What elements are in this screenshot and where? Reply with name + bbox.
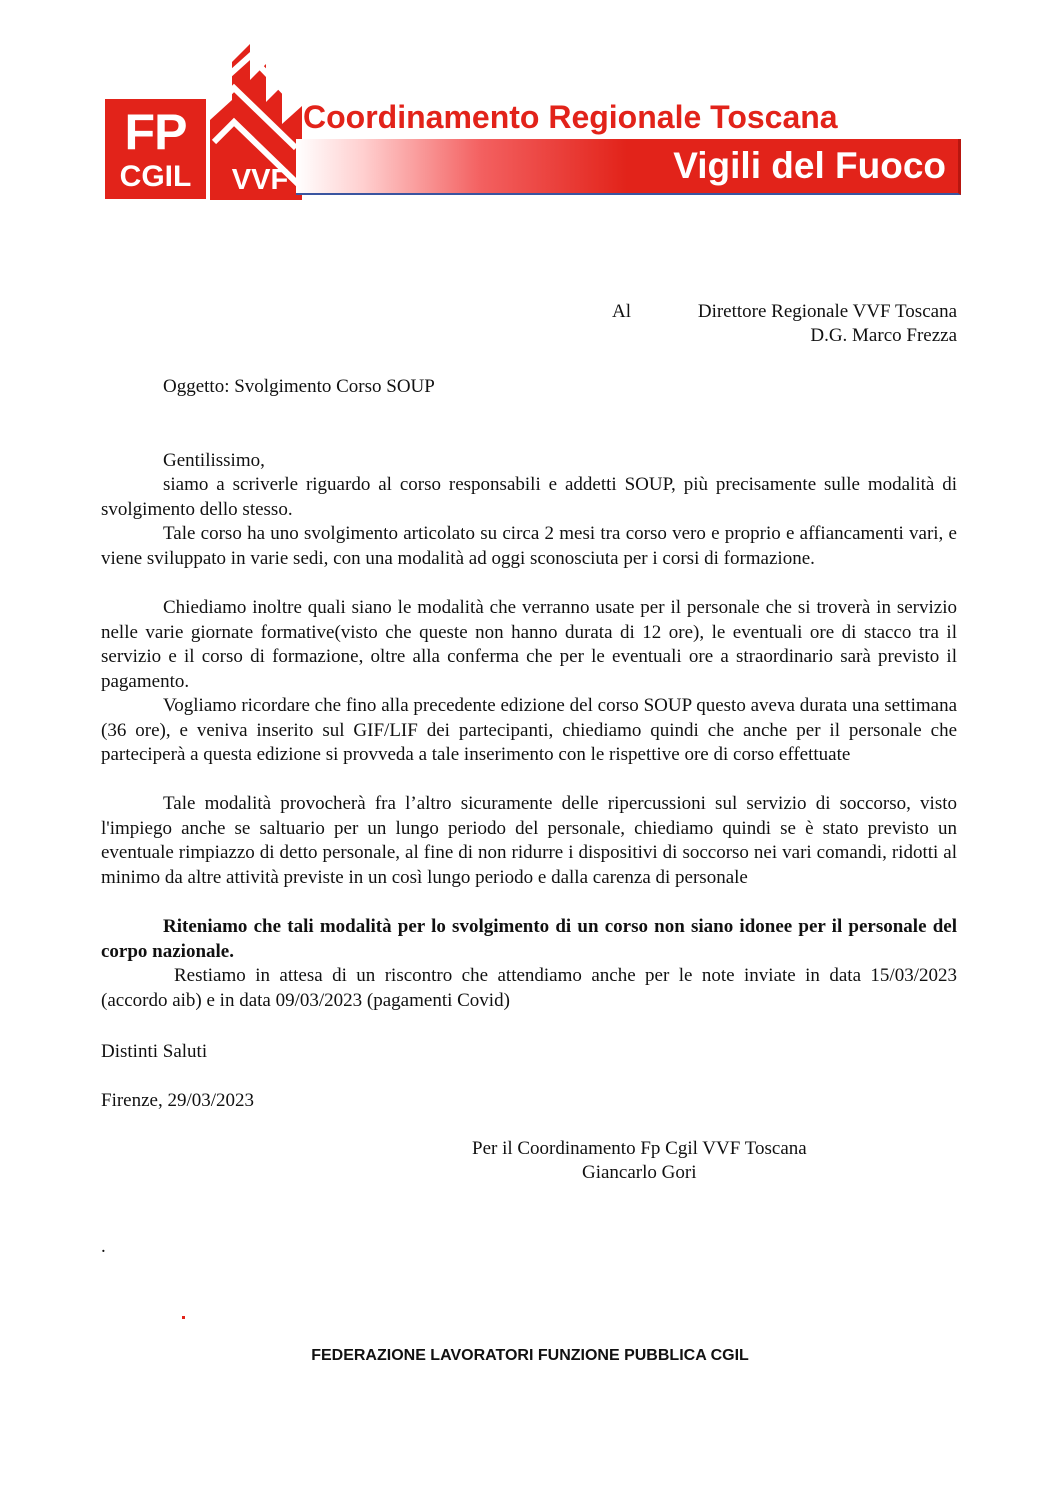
body-paragraph-5: Tale modalità provocherà fra l’altro sicuramente delle ripercussioni sul servizio di soccorso, visto l'impiego anche se saltuario per un lungo periodo del personale, chiediamo quindi se è stato previsto un eventuale rimpiazzo di detto personale, al fine di non ridurre i dispositivi di soccorso nei vari comandi, ridotti al minimo da altre attività previste in un così lungo periodo e dalla carenza di personale <box>101 793 957 888</box>
closing: Distinti Saluti <box>101 1041 208 1062</box>
body-paragraph-4: Vogliamo ricordare che fino alla precedente edizione del corso SOUP questo aveva durata una settimana (36 ore), e veniva inserito sul GIF/LIF dei partecipanti, chiediamo quindi che anche per il personale che parteciperà a questa edizione si provveda a tale inserimento con le rispettive ore di corso effettuate <box>101 695 957 765</box>
recipient-prefix: Al <box>612 301 631 322</box>
letterhead-band <box>296 139 961 195</box>
footer-text: FEDERAZIONE LAVORATORI FUNZIONE PUBBLICA CGIL <box>311 1347 749 1364</box>
body-paragraph-bold: Riteniamo che tali modalità per lo svolgimento di un corso non siano idonee per il personale del corpo nazionale. <box>101 916 957 962</box>
logo-cgil-text: CGIL <box>119 160 192 193</box>
body-paragraph-1: siamo a scriverle riguardo al corso responsabili e addetti SOUP, più precisamente sulle modalità di svolgimento dello stesso. <box>101 474 957 520</box>
body-paragraph-7: Restiamo in attesa di un riscontro che attendiamo anche per le note inviate in data 15/03/2023 (accordo aib) e in data 09/03/2023 (pagamenti Covid) <box>101 965 957 1011</box>
place-date: Firenze, 29/03/2023 <box>101 1090 255 1111</box>
letterhead-title: Coordinamento Regionale Toscana <box>303 99 838 135</box>
recipient-line-2: D.G. Marco Frezza <box>810 325 957 346</box>
logo-vvf-text: VVF <box>231 164 289 196</box>
body-paragraph-2: Tale corso ha uno svolgimento articolato su circa 2 mesi tra corso vero e proprio e affiancamenti vari, e viene sviluppato in varie sedi, con una modalità ad oggi sconosciuta per i corsi di formazione. <box>101 523 957 569</box>
subject-line: Oggetto: Svolgimento Corso SOUP <box>163 376 435 397</box>
salutation: Gentilissimo, <box>163 450 265 471</box>
red-dot-mark <box>182 1316 185 1319</box>
letterhead-subtitle: Vigili del Fuoco <box>673 145 946 186</box>
vvf-logo <box>210 44 302 200</box>
recipient-line-1: Direttore Regionale VVF Toscana <box>697 301 957 322</box>
logo-fp-text: FP <box>124 104 187 160</box>
signature-name: Giancarlo Gori <box>582 1162 697 1183</box>
body-paragraph-3: Chiediamo inoltre quali siano le modalità che verranno usate per il personale che si troverà in servizio nelle varie giornate formative(visto che queste non hanno durata di 12 ore), le eventuali ore di stacco tra il servizio e il corso di formazione, oltre alla conferma che per le eventuali ore a straordinario sarà previsto il pagamento. <box>101 597 957 692</box>
signature-line-1: Per il Coordinamento Fp Cgil VVF Toscana <box>472 1138 807 1159</box>
fp-cgil-logo <box>105 99 206 199</box>
stray-dot: . <box>101 1236 106 1257</box>
